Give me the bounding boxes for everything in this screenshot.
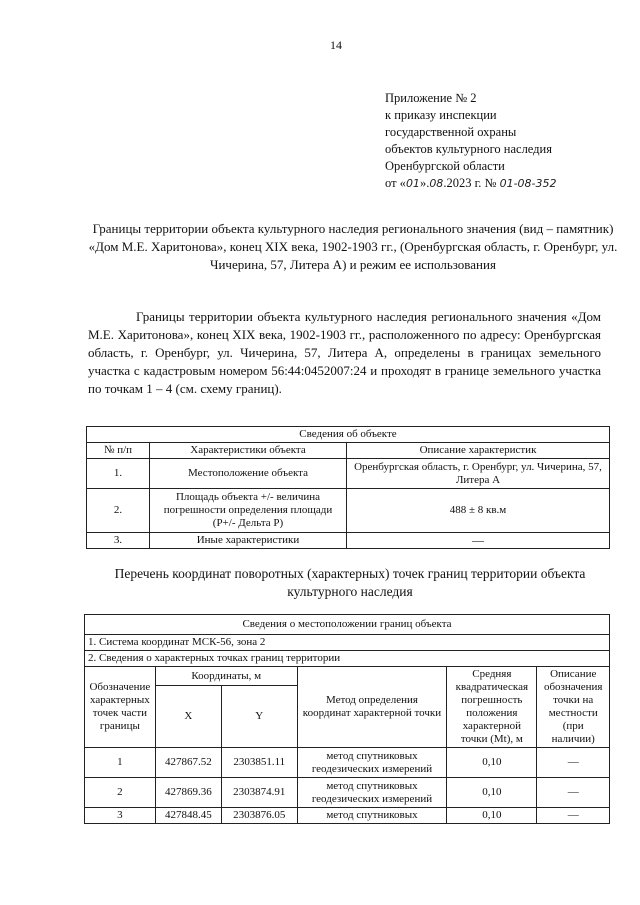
header-designation: Обозначение характерных точек части границы xyxy=(85,667,156,748)
table-row xyxy=(87,459,610,489)
appendix-block xyxy=(385,90,615,192)
cell-characteristic: Иные характеристики xyxy=(150,533,347,549)
cell-error: 0,10 xyxy=(447,778,537,808)
cell-x: 427867.52 xyxy=(155,748,221,778)
table-row xyxy=(87,489,610,533)
points-caption: 2. Сведения о характерных точках границ территории xyxy=(85,651,610,667)
cell-method: метод спутниковых xyxy=(297,808,447,824)
cell-characteristic: Площадь объекта +/- величина погрешности определения площади (Р+/- Дельта Р) xyxy=(150,489,347,533)
handwritten-doc-number: 01-08-352 xyxy=(499,177,557,190)
date-sep: ». xyxy=(419,176,430,190)
date-prefix: от « xyxy=(385,176,406,190)
cell-number: 1. xyxy=(87,459,150,489)
cell-method: метод спутниковых геодезических измерений xyxy=(297,778,447,808)
cell-error: 0,10 xyxy=(447,808,537,824)
handwritten-month: 08 xyxy=(429,177,444,190)
page-number: 14 xyxy=(330,38,342,52)
body-paragraph: Границы территории объекта культурного наследия регионального значения «Дом М.Е. Харитонова», конец XIX века, 1902-1903 гг., расположенного по адресу: Оренбургская область, г. Оренбург, ул. Чичерина, 57, Литера А, определены в границах земельного участка с кадастровым номером 56:44:0452007:24 и проходят в границе земельного участка по точкам 1 – 4 (см. схему границ). xyxy=(88,309,601,396)
appendix-date-line xyxy=(385,175,615,192)
coords-table-caption: Сведения о местоположении границ объекта xyxy=(85,615,610,635)
object-info-table xyxy=(86,426,610,549)
coordinate-system: 1. Система координат МСК-56, зона 2 xyxy=(85,635,610,651)
header-cell: Характеристики объекта xyxy=(150,443,347,459)
cell-description: Оренбургская область, г. Оренбург, ул. Чичерина, 57, Литера А xyxy=(347,459,610,489)
cell-characteristic: Местоположение объекта xyxy=(150,459,347,489)
cell-point: 2 xyxy=(85,778,156,808)
header-method: Метод определения координат характерной точки xyxy=(297,667,447,748)
cell-point: 3 xyxy=(85,808,156,824)
cell-x: 427848.45 xyxy=(155,808,221,824)
appendix-line: Оренбургской области xyxy=(385,159,505,173)
cell-x: 427869.36 xyxy=(155,778,221,808)
object-table-caption: Сведения об объекте xyxy=(87,427,610,443)
cell-number: 2. xyxy=(87,489,150,533)
header-y: Y xyxy=(221,686,297,748)
coords-title: Перечень координат поворотных (характерных) точек границ территории объекта культурного наследия xyxy=(114,566,586,599)
coordinates-table xyxy=(84,614,610,824)
cell-point: 1 xyxy=(85,748,156,778)
cell-desc: — xyxy=(537,748,610,778)
table-row xyxy=(85,748,610,778)
appendix-line: Приложение № 2 xyxy=(385,91,477,105)
handwritten-day: 01 xyxy=(405,177,420,190)
cell-description: — xyxy=(347,533,610,549)
appendix-line: государственной охраны xyxy=(385,125,517,139)
table-row xyxy=(87,533,610,549)
table-row xyxy=(85,778,610,808)
cell-y: 2303876.05 xyxy=(221,808,297,824)
cell-desc: — xyxy=(537,808,610,824)
date-year: .2023 г. № xyxy=(443,176,497,190)
header-error: Средняя квадратическая погрешность положения характерной точки (Mt), м xyxy=(447,667,537,748)
cell-error: 0,10 xyxy=(447,748,537,778)
cell-y: 2303851.11 xyxy=(221,748,297,778)
cell-y: 2303874.91 xyxy=(221,778,297,808)
cell-desc: — xyxy=(537,778,610,808)
header-cell: Описание характеристик xyxy=(347,443,610,459)
cell-number: 3. xyxy=(87,533,150,549)
header-description: Описание обозначения точки на местности (при наличии) xyxy=(537,667,610,748)
cell-description: 488 ± 8 кв.м xyxy=(347,489,610,533)
header-cell: № п/п xyxy=(87,443,150,459)
appendix-line: объектов культурного наследия xyxy=(385,142,552,156)
cell-method: метод спутниковых геодезических измерений xyxy=(297,748,447,778)
header-coords: Координаты, м xyxy=(155,667,297,686)
table-row xyxy=(85,808,610,824)
appendix-line: к приказу инспекции xyxy=(385,108,497,122)
document-title: Границы территории объекта культурного наследия регионального значения (вид – памятник) «Дом М.Е. Харитонова», конец XIX века, 1902-1903 гг., (Оренбургская область, г. Оренбург, ул. Чичерина, 57, Литера А) и режим ее использования xyxy=(88,221,618,272)
header-x: X xyxy=(155,686,221,748)
